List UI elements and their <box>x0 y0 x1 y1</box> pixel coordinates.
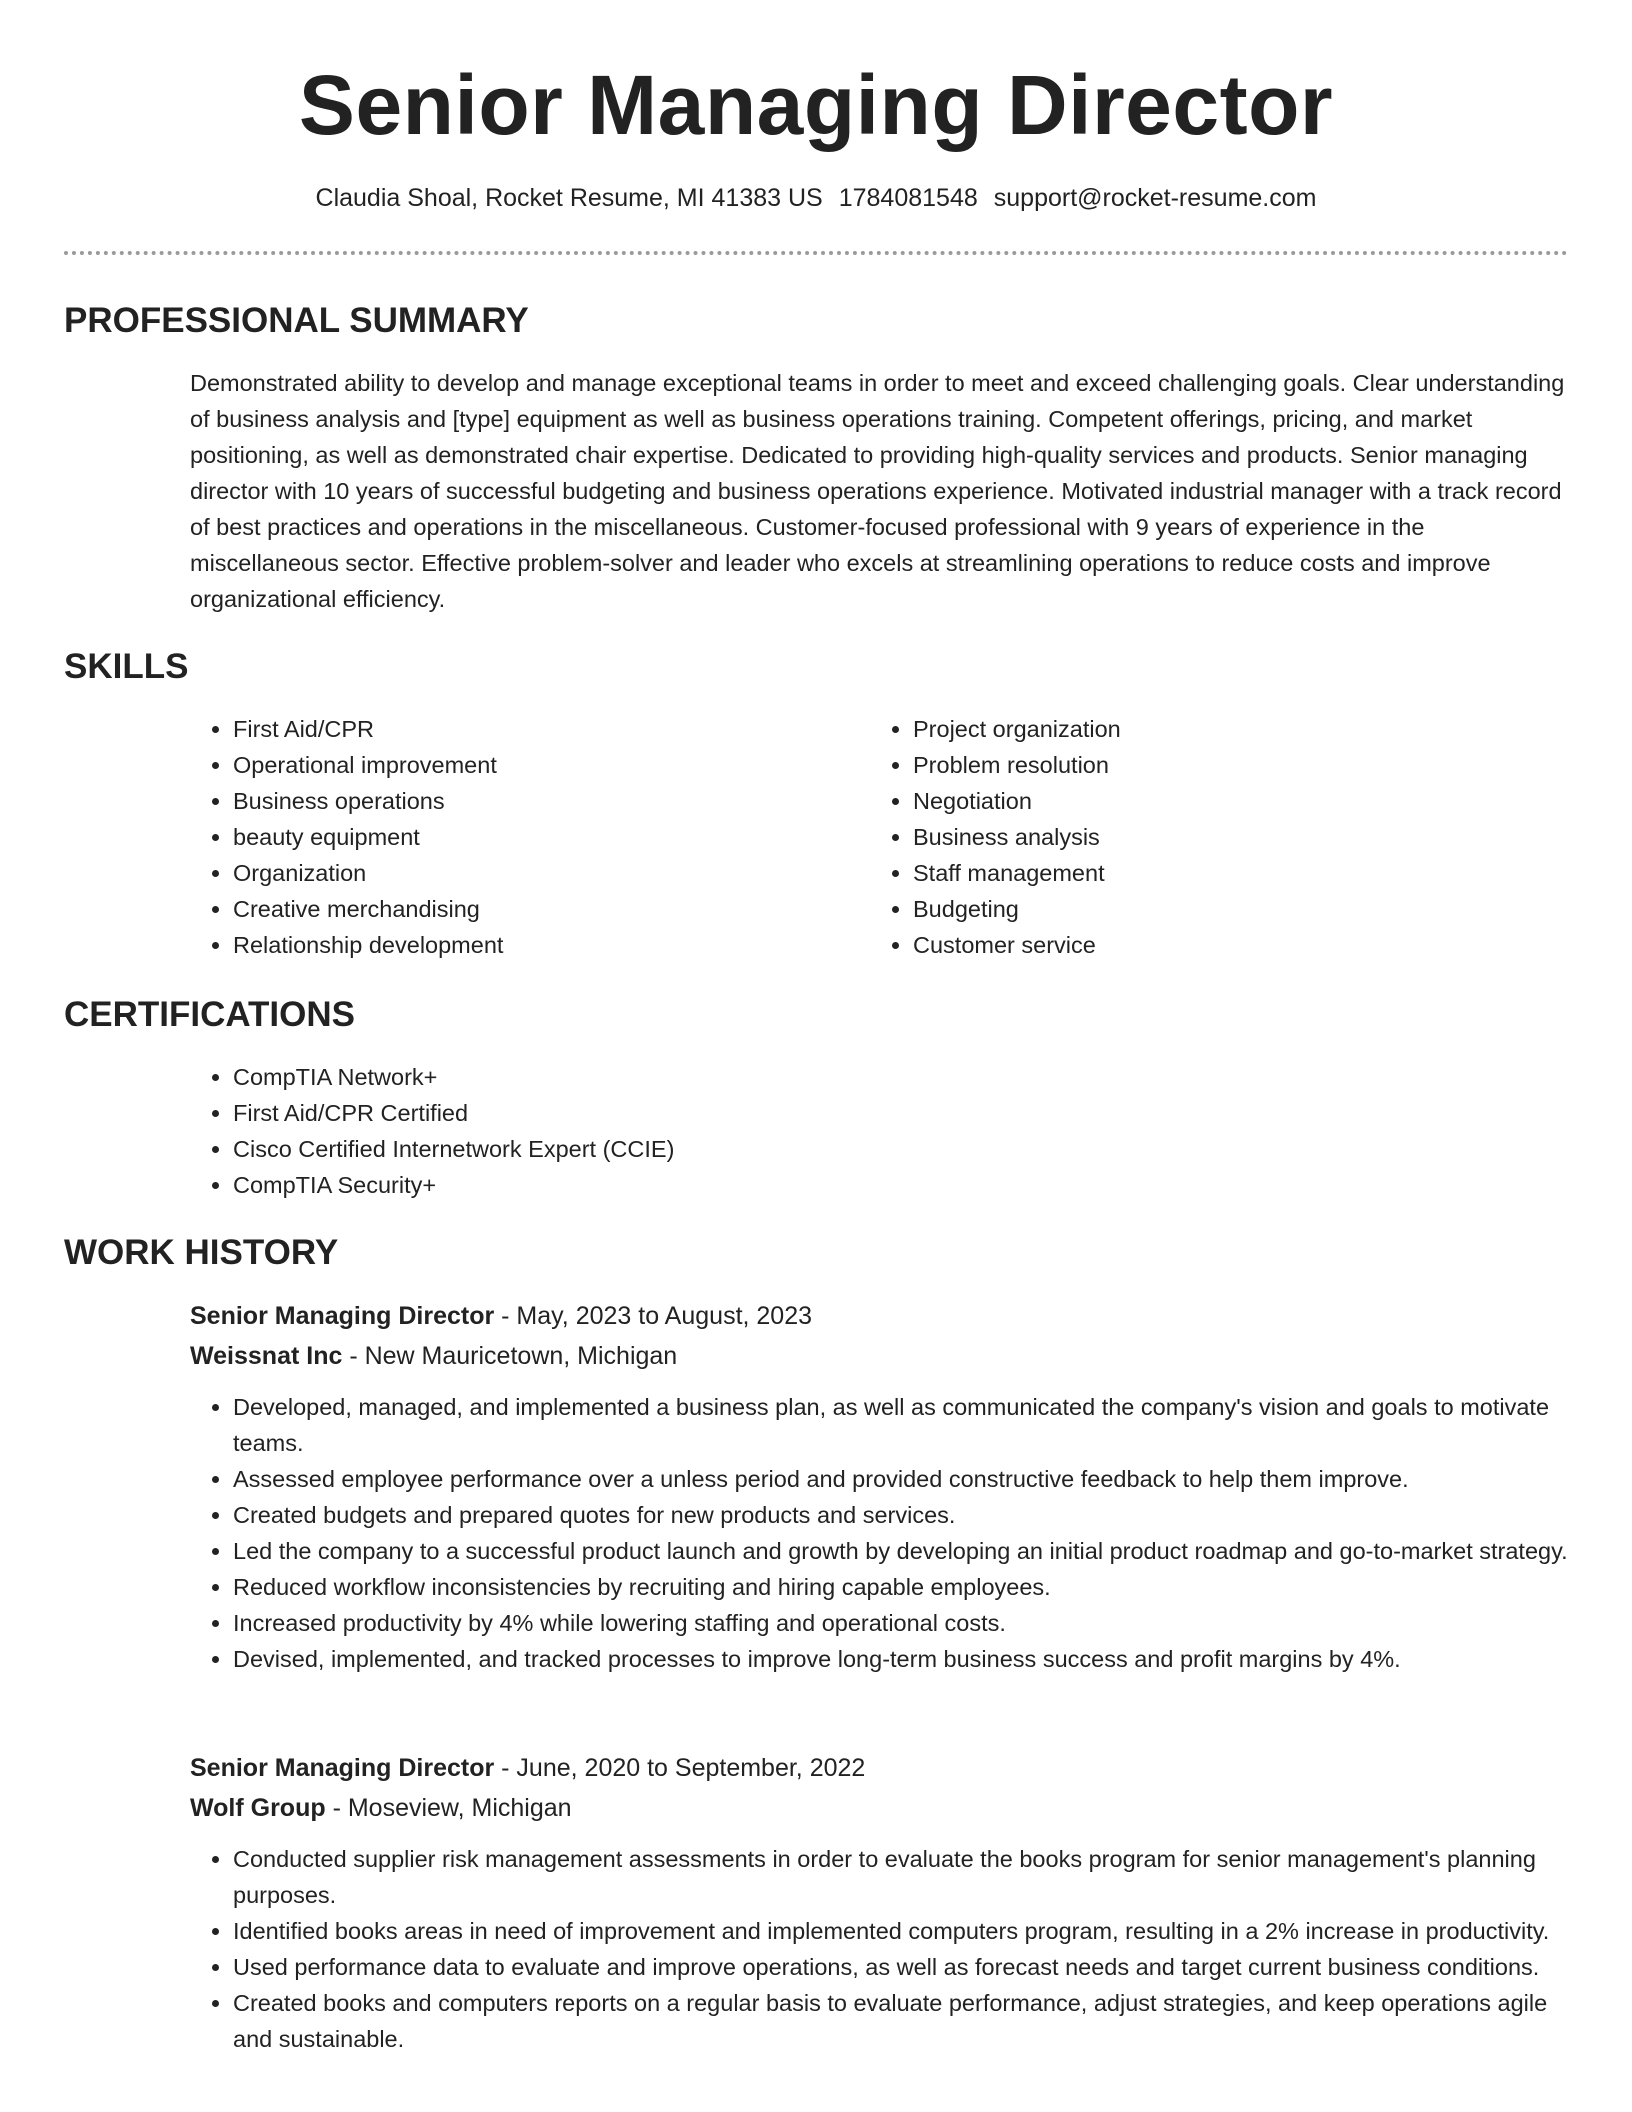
skill-item: • First Aid/CPR <box>233 711 829 747</box>
contact-email: support@rocket-resume.com <box>993 184 1317 212</box>
job-duty: • Devised, implemented, and tracked processes to improve long-term business success and profit margins by 4%. <box>233 1641 1573 1677</box>
job-title: Senior Managing Director <box>190 1754 495 1782</box>
job-duty: • Conducted supplier risk management assessments in order to evaluate the books program for senior management's planning purposes. <box>233 1841 1573 1913</box>
job-location: - Moseview, Michigan <box>325 1794 572 1822</box>
job-duty: • Created books and computers reports on a regular basis to evaluate performance, adjust strategies, and keep operations agile and sustainable. <box>233 1985 1573 2057</box>
certifications-heading: CERTIFICATIONS <box>64 995 356 1034</box>
job-company-line <box>190 1788 1570 1828</box>
skill-item: • Operational improvement <box>233 747 829 783</box>
skill-item: • Customer service <box>913 927 1509 963</box>
job-duty: • Assessed employee performance over a unless period and provided constructive feedback to help them improve. <box>233 1461 1573 1497</box>
contact-address: Claudia Shoal, Rocket Resume, MI 41383 US <box>315 184 823 212</box>
job-title: Senior Managing Director <box>190 1302 495 1330</box>
skills-heading: SKILLS <box>64 647 189 686</box>
job-duties <box>189 1389 1573 1677</box>
job-duty: • Identified books areas in need of improvement and implemented computers program, resulting in a 2% increase in productivity. <box>233 1913 1573 1949</box>
job-entry <box>190 1296 1570 1672</box>
job-company: Wolf Group <box>190 1794 326 1822</box>
certification-item: • CompTIA Network+ <box>233 1059 1489 1095</box>
job-dates: - June, 2020 to September, 2022 <box>494 1754 866 1782</box>
contact-phone: 1784081548 <box>838 184 978 212</box>
certification-item: • CompTIA Security+ <box>233 1167 1489 1203</box>
job-duty: • Developed, managed, and implemented a business plan, as well as communicated the company's vision and goals to motivate teams. <box>233 1389 1573 1461</box>
header-divider <box>64 251 1568 255</box>
contact-info <box>0 180 1632 216</box>
skill-item: • Business operations <box>233 783 829 819</box>
skill-item: • Project organization <box>913 711 1509 747</box>
certification-item: • Cisco Certified Internetwork Expert (CCIE) <box>233 1131 1489 1167</box>
job-title-line <box>190 1296 1570 1336</box>
job-company: Weissnat Inc <box>190 1342 343 1370</box>
certifications-list <box>189 1059 1489 1203</box>
job-duty: • Created budgets and prepared quotes for new products and services. <box>233 1497 1573 1533</box>
skill-item: • beauty equipment <box>233 819 829 855</box>
skill-item: • Relationship development <box>233 927 829 963</box>
job-duty: • Led the company to a successful product launch and growth by developing an initial product roadmap and go-to-market strategy. <box>233 1533 1573 1569</box>
job-duty: • Reduced workflow inconsistencies by recruiting and hiring capable employees. <box>233 1569 1573 1605</box>
skill-item: • Staff management <box>913 855 1509 891</box>
skill-item: • Organization <box>233 855 829 891</box>
job-company-line <box>190 1336 1570 1376</box>
skill-item: • Budgeting <box>913 891 1509 927</box>
job-duties <box>189 1841 1573 2057</box>
skills-left-column <box>189 711 829 963</box>
skill-item: • Creative merchandising <box>233 891 829 927</box>
summary-heading: PROFESSIONAL SUMMARY <box>64 301 529 340</box>
resume-title: Senior Managing Director <box>298 58 1334 152</box>
skill-item: • Problem resolution <box>913 747 1509 783</box>
skill-item: • Negotiation <box>913 783 1509 819</box>
certification-item: • First Aid/CPR Certified <box>233 1095 1489 1131</box>
job-title-line <box>190 1748 1570 1788</box>
job-entry <box>190 1748 1570 2052</box>
job-location: - New Mauricetown, Michigan <box>342 1342 678 1370</box>
job-duty: • Used performance data to evaluate and improve operations, as well as forecast needs and target current business conditions. <box>233 1949 1573 1985</box>
summary-text: Demonstrated ability to develop and manage exceptional teams in order to meet and exceed challenging goals. Clear understanding of business analysis and [type] equipment as well as business operations training. Competent offerings, pricing, and market positioning, as well as demonstrated chair expertise. Dedicated to providing high-quality services and products. Senior managing director with 10 years of successful budgeting and business operations experience. Motivated industrial manager with a track record of best practices and operations in the miscellaneous. Customer-focused professional with 9 years of experience in the miscellaneous sector. Effective problem-solver and leader who excels at streamlining operations to reduce costs and improve organizational efficiency. <box>190 370 1565 612</box>
skill-item: • Business analysis <box>913 819 1509 855</box>
skills-right-column <box>869 711 1509 963</box>
job-duty: • Increased productivity by 4% while lowering staffing and operational costs. <box>233 1605 1573 1641</box>
job-dates: - May, 2023 to August, 2023 <box>494 1302 813 1330</box>
work-history-heading: WORK HISTORY <box>64 1233 339 1272</box>
